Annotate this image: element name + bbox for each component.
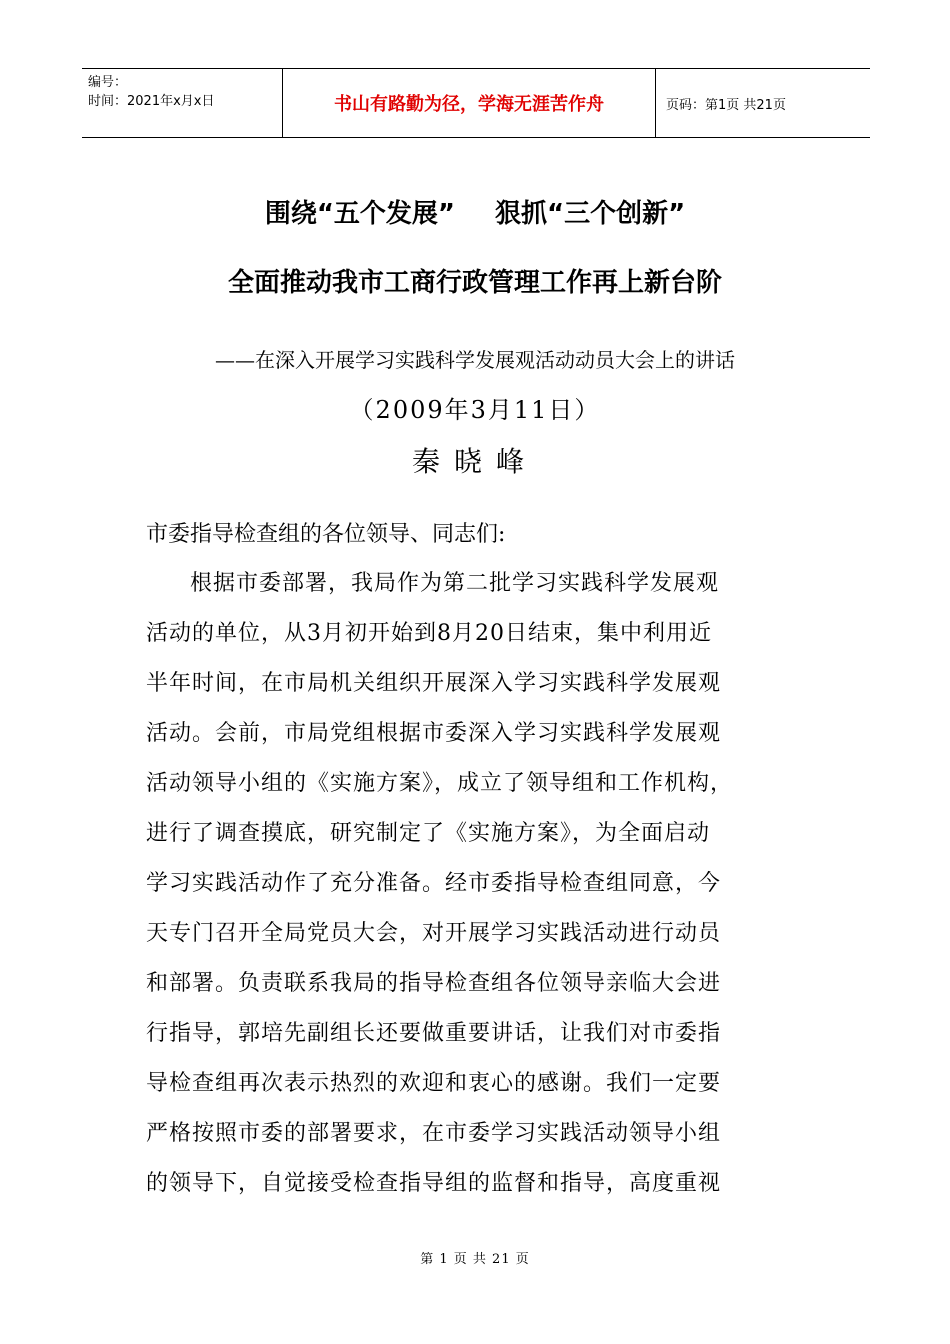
header-page-info: 页码：第1页 共21页 (666, 97, 786, 113)
salutation: 市委指导检查组的各位领导、同志们: (146, 522, 506, 547)
body-paragraph (146, 564, 811, 1214)
title-line-2: 全面推动我市工商行政管理工作再上新台阶 (227, 268, 722, 298)
paragraph-line: 半年时间，在市局机关组织开展深入学习实践科学发展观 (146, 671, 722, 696)
header-meta-cell (82, 69, 282, 137)
paragraph-line: 和部署。负责联系我局的指导检查组各位领导亲临大会进 (146, 971, 722, 996)
paragraph-line: 进行了调查摸底，研究制定了《实施方案》，为全面启动 (146, 821, 711, 846)
paragraph-line: 行指导，郭培先副组长还要做重要讲话，让我们对市委指 (146, 1021, 722, 1046)
paragraph-line: 活动。会前，市局党组根据市委深入学习实践科学发展观 (146, 721, 722, 746)
title-part-2: 狠抓“三个创新” (495, 199, 686, 229)
header-table (82, 68, 870, 138)
serial-label: 编号： (88, 75, 128, 90)
author-name: 秦晓峰 (411, 445, 538, 478)
paragraph-line: 严格按照市委的部署要求，在市委学习实践活动领导小组 (146, 1121, 722, 1146)
time-label: 时间：2021年x月x日 (88, 94, 215, 109)
paragraph-line: 导检查组再次表示热烈的欢迎和衷心的感谢。我们一定要 (146, 1071, 722, 1096)
speech-date: （2009年3月11日） (349, 396, 601, 424)
paragraph-line: 根据市委部署，我局作为第二批学习实践科学发展观 (190, 571, 720, 596)
title-line-1 (0, 193, 950, 230)
header-page-cell (656, 69, 870, 137)
header-motto: 书山有路勤为径，学海无涯苦作舟 (334, 94, 604, 115)
paragraph-line: 天专门召开全局党员大会，对开展学习实践活动进行动员 (146, 921, 722, 946)
header-motto-cell (282, 69, 656, 137)
paragraph-line: 学习实践活动作了充分准备。经市委指导检查组同意，今 (146, 871, 722, 896)
paragraph-line: 活动领导小组的《实施方案》，成立了领导组和工作机构， (146, 771, 734, 796)
subtitle: ——在深入开展学习实践科学发展观活动动员大会上的讲话 (215, 348, 735, 372)
paragraph-line: 的领导下，自觉接受检查指导组的监督和指导，高度重视 (146, 1171, 722, 1196)
footer-page-number: 第 1 页 共 21 页 (420, 1252, 530, 1267)
title-part-1: 围绕“五个发展” (264, 199, 455, 229)
paragraph-line: 活动的单位，从3月初开始到8月20日结束，集中利用近 (146, 621, 712, 646)
